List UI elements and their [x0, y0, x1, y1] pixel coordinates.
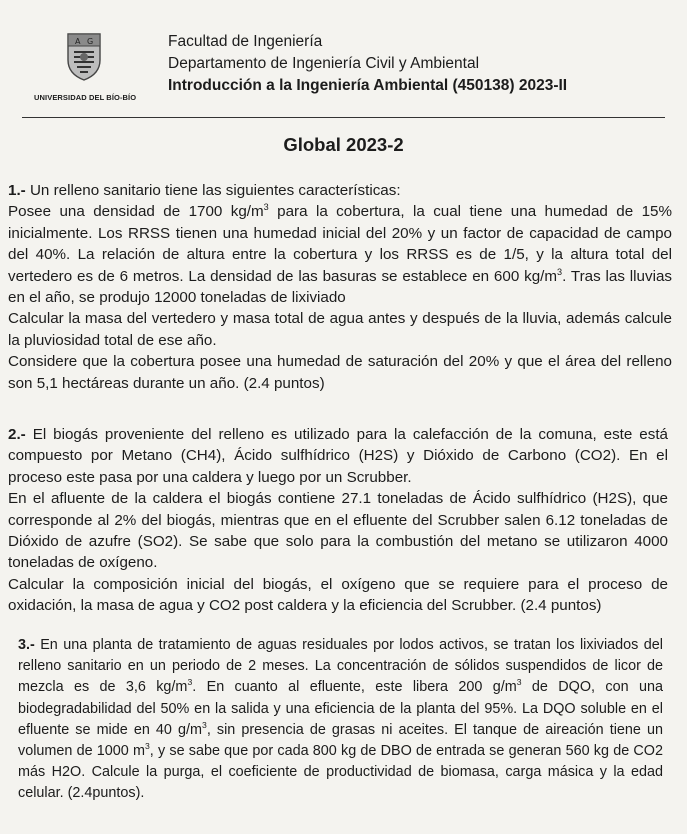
header-text	[168, 31, 567, 97]
document-header	[0, 0, 687, 118]
problem-3: 3.- En una planta de tratamiento de aguas residuales por lodos activos, se tratan los lixiviados del relleno sanitario en un periodo de 2 meses. La concentración de sólidos suspendidos de licor de mezcla es de 3,6 $kg/m^3$. En cuanto al efluente, este libera 200 $g/m^3$ de DQO, con una biodegradabilidad del 50% en la salida y una eficiencia de la planta del 95%. La DQO soluble en el efluente se mide en 40 $g/m^3$, sin presencia de grasas ni aceites. El tanque de aireación tiene un volumen de 1000 $m^3$, y se sabe que por cada 800 kg de DBO de entrada se generan 560 kg de CO2 más H2O. Calcule la purga, el coeficiente de productividad de biomasa, carga másica y la edad celular. (2.4puntos).	[18, 637, 663, 802]
problem-intro: Un relleno sanitario tiene las siguientes características:	[25, 182, 401, 199]
exam-title: Global 2023-2	[283, 134, 404, 155]
problem-note: Considere que la cobertura posee una humedad de saturación del 20% y que el área del relleno son 5,1 hectáreas durante un año. (2.4 puntos)	[8, 353, 672, 392]
problem-number: 1.-	[8, 182, 26, 199]
department-name: Departamento de Ingeniería Civil y Ambiental	[168, 55, 480, 72]
problem-2	[8, 424, 668, 617]
problem-question: Calcular la masa del vertedero y masa total de agua antes y después de la lluvia, además calcule la pluviosidad total de ese año.	[8, 310, 672, 349]
course-name: Introducción a la Ingeniería Ambiental (450138) 2023-II	[168, 77, 568, 94]
svg-text:G: G	[87, 37, 94, 46]
problem-body: Posee una densidad de 1700 $kg/m^3$ para la cobertura, la cual tiene una humedad de 15% inicialmente. Los RRSS tienen una humedad inicial del 20% y un factor de capacidad de campo del 40%. La relación de altura entre la cobertura y los RRSS es de 1/5, y la altura total del vertedero es de 6 metros. La densidad de las basuras se establece en 600 $kg/m^3$. Tras las lluvias en el año, se produjo 12000 toneladas de lixiviado	[8, 202, 672, 307]
problem-intro: El biogás proveniente del relleno es utilizado para la calefacción de la comuna, este está compuesto por Metano (CH4), Ácido sulfhídrico (H2S) y Dióxido de Carbono (CO2). En el proceso este pasa por una caldera y luego por un Scrubber.	[8, 426, 668, 486]
problem-1	[8, 180, 672, 394]
problem-number: 3.-	[18, 637, 35, 653]
svg-text:A: A	[75, 37, 81, 46]
university-name: UNIVERSIDAD DEL BÍO-BÍO	[34, 93, 137, 102]
problem-number: 2.-	[8, 426, 26, 443]
university-logo	[34, 30, 137, 102]
problem-question: Calcular la composición inicial del biogás, el oxígeno que se requiere para el proceso de oxidación, la masa de agua y CO2 post caldera y la eficiencia del Scrubber. (2.4 puntos)	[8, 575, 668, 615]
university-crest-icon	[64, 30, 104, 82]
header-divider	[22, 117, 665, 118]
problem-body: En el afluente de la caldera el biogás contiene 27.1 toneladas de Ácido sulfhídrico (H2S), que corresponde al 2% del biogás, mientras que en el efluente del Scrubber salen 6.12 toneladas de Dióxido de azufre (SO2). Se sabe que solo para la combustión del metano se utilizaron 4000 toneladas de oxígeno.	[8, 490, 668, 572]
faculty-name: Facultad de Ingeniería	[168, 33, 323, 50]
